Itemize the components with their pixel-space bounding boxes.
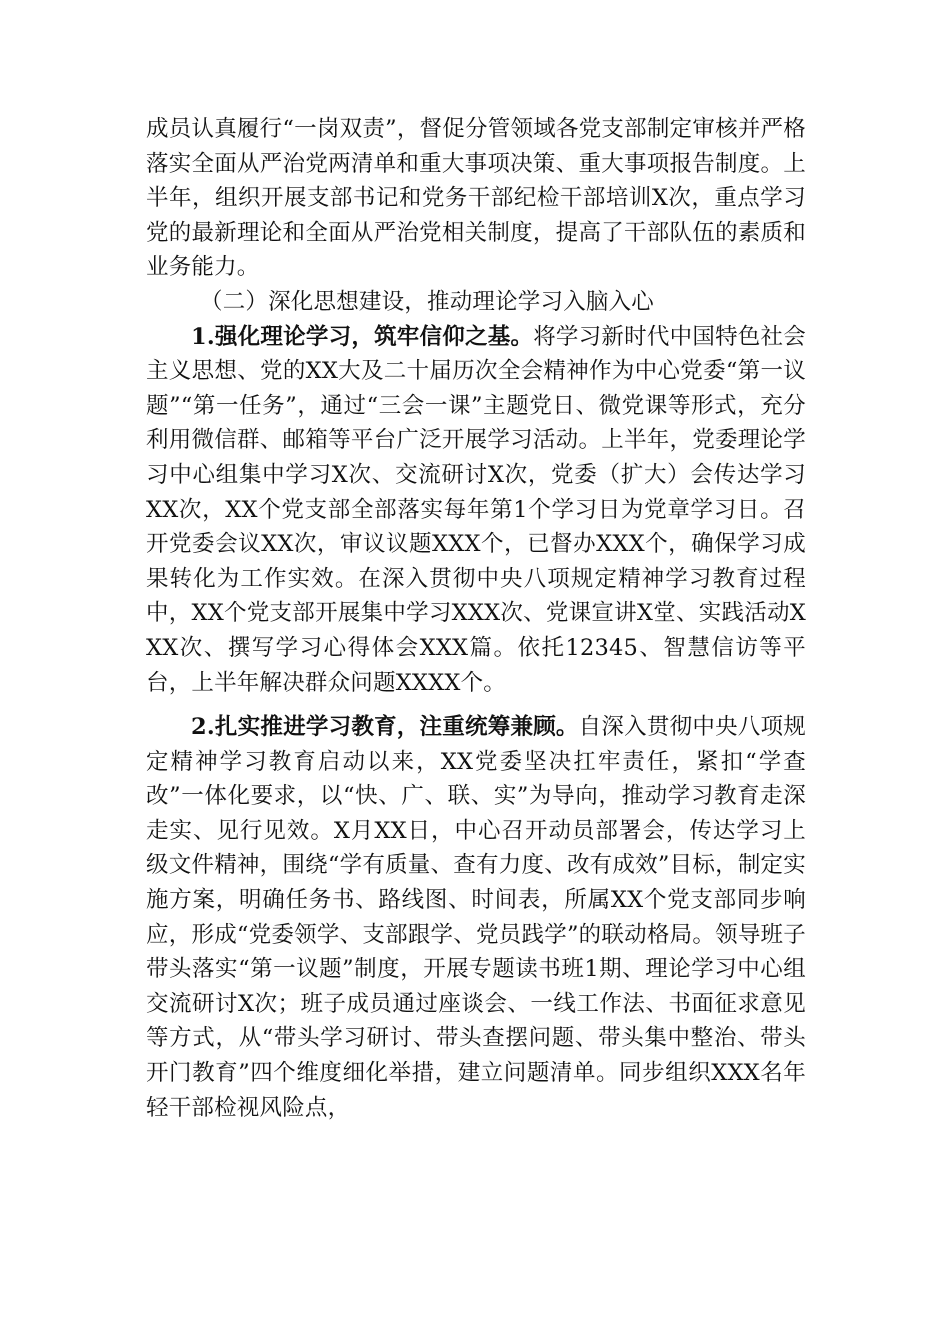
item-1-body: 将学习新时代中国特色社会主义思想、党的XX大及二十届历次全会精神作为中心党委“第一议题”“第一任务”，通过“三会一课”主题党日、微党课等形式，充分利用微信群、邮箱等平台广泛开展学习活动。上半年，党委理论学习中心组集中学习X次、交流研讨X次，党委（扩大）会传达学习XX次，XX个党支部全部落实每年第1个学习日为党章学习日。召开党委会议XX次，审议议题XXX个，已督办XXX个，确保学习成果转化为工作实效。在深入贯彻中央八项规定精神学习教育过程中，XX个党支部开展集中学习XXX次、党课宣讲X堂、实践活动XXX次、撰写学习心得体会XXX篇。依托12345、智慧信访等平台，上半年解决群众问题XXXX个。 <box>146 323 806 696</box>
paragraph-item-2 <box>146 710 806 1125</box>
paragraph-continued: 成员认真履行“一岗双责”，督促分管领域各党支部制定审核并严格落实全面从严治党两清单和重大事项决策、重大事项报告制度。上半年，组织开展支部书记和党务干部纪检干部培训X次，重点学习党的最新理论和全面从严治党相关制度，提高了干部队伍的素质和业务能力。 <box>146 116 806 281</box>
item-1-lead: 1.强化理论学习，筑牢信仰之基。 <box>191 323 534 350</box>
paragraph-item-1 <box>146 320 806 701</box>
section-heading: （二）深化思想建设，推动理论学习入脑入心 <box>200 288 655 315</box>
item-2-lead: 2.扎实推进学习教育，注重统筹兼顾。 <box>191 714 579 741</box>
document-body <box>146 112 806 1125</box>
item-2-body: 自深入贯彻中央八项规定精神学习教育启动以来，XX党委坚决扛牢责任，紧扣“学查改”一体化要求，以“快、广、联、实”为导向，推动学习教育走深走实、见行见效。X月XX日，中心召开动员部署会，传达学习上级文件精神，围绕“学有质量、查有力度、改有成效”目标，制定实施方案，明确任务书、路线图、时间表，所属XX个党支部同步响应，形成“党委领学、支部跟学、党员践学”的联动格局。领导班子带头落实“第一议题”制度，开展专题读书班1期、理论学习中心组交流研讨X次；班子成员通过座谈会、一线工作法、书面征求意见等方式，从“带头学习研讨、带头查摆问题、带头集中整治、带头开门教育”四个维度细化举措，建立问题清单。同步组织XXX名年轻干部检视风险点， <box>146 714 806 1121</box>
